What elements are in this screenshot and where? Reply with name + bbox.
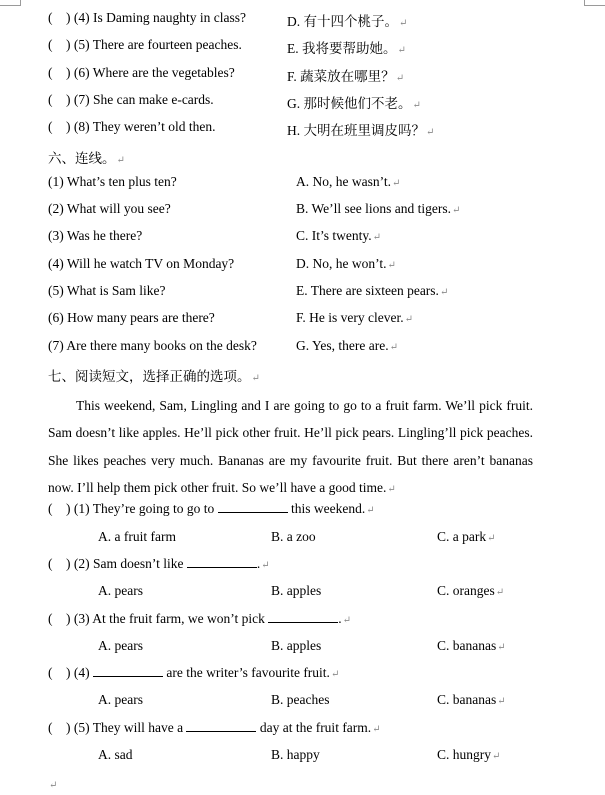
answer-blank <box>218 501 288 513</box>
reading-passage-text: This weekend, Sam, Lingling and I are going to go to a fruit farm. We’ll pick fruit. Sam doesn’t like apples. He’ll pick other fruit. He’ll pick pears. Lingling’ll pick peaches. She likes peaches very much. Bananas are my favourite fruit. But there aren’t bananas now. I’ll help them pick other fruit. So we’ll have a good time. <box>48 398 533 495</box>
question-text: ) (2) Sam doesn’t like <box>66 556 184 571</box>
reading-question <box>0 556 605 576</box>
connect-question: (3) Was he there? <box>48 228 143 243</box>
question-stem <box>66 501 375 517</box>
section7-heading <box>48 365 260 385</box>
paragraph-mark-icon: ↵ <box>404 314 414 325</box>
connect-answer-text: G. Yes, there are. <box>296 338 389 353</box>
matching-answer-text: G. 那时候他们不老。 <box>287 96 412 111</box>
paragraph-mark-icon: ↵ <box>399 18 408 29</box>
answer-blank <box>268 611 338 623</box>
page-corner-mark-left <box>0 0 21 6</box>
connect-question: (6) How many pears are there? <box>48 310 215 325</box>
connect-answer <box>296 310 413 326</box>
matching-answer-text: F. 蔬菜放在哪里？ <box>287 69 395 84</box>
matching-row <box>0 119 605 139</box>
connect-answer-text: D. No, he won’t. <box>296 256 387 271</box>
option-c-text: C. oranges <box>437 583 495 598</box>
paragraph-mark-icon: ↵ <box>395 73 405 84</box>
matching-question: ) (7) She can make e-cards. <box>66 92 214 107</box>
paragraph-mark-icon: ↵ <box>452 205 461 216</box>
paragraph-mark-icon: ↵ <box>387 483 396 495</box>
answer-paren: ( <box>48 720 53 735</box>
paragraph-mark-icon: ↵ <box>387 260 396 271</box>
paragraph-mark-icon: ↵ <box>372 232 382 243</box>
section-heading <box>0 147 605 167</box>
option-a: A. pears <box>98 692 143 707</box>
answer-paren: ( <box>48 501 53 516</box>
connect-answer-text: E. There are sixteen pears. <box>296 283 439 298</box>
connect-answer-text: B. We’ll see lions and tigers. <box>296 201 452 216</box>
reading-question <box>0 665 605 685</box>
question-text-end: are the writer’s favourite fruit. <box>166 665 330 680</box>
options-row <box>0 747 605 767</box>
connect-answer <box>296 256 396 272</box>
answer-paren: ( <box>48 37 53 52</box>
question-stem <box>66 720 381 736</box>
matching-question: ) (8) They weren’t old then. <box>66 119 216 134</box>
matching-answer <box>287 10 407 30</box>
connect-question: (5) What is Sam like? <box>48 283 166 298</box>
option-c <box>437 638 506 654</box>
option-c <box>437 583 504 599</box>
answer-paren: ( <box>48 10 53 25</box>
end-paragraph-mark <box>48 776 57 792</box>
matching-answer <box>287 92 421 112</box>
paragraph-mark-icon: ↵ <box>397 45 406 56</box>
connect-question: (4) Will he watch TV on Monday? <box>48 256 235 271</box>
connect-answer <box>296 283 448 299</box>
matching-row <box>0 10 605 30</box>
matching-answer <box>287 119 434 139</box>
options-row <box>0 692 605 712</box>
question-text: ) (4) <box>66 665 90 680</box>
matching-answer <box>287 65 404 85</box>
matching-answer <box>287 37 406 57</box>
matching-answer-text: H. 大明在班里调皮吗？ <box>287 123 425 138</box>
page-corner-mark-right <box>584 0 605 6</box>
paragraph-mark-icon: ↵ <box>412 100 421 111</box>
option-c-text: C. bananas <box>437 638 497 653</box>
paragraph-mark-icon: ↵ <box>342 615 351 626</box>
paragraph-mark-icon: ↵ <box>426 127 435 138</box>
paragraph-mark-icon: ↵ <box>372 724 381 735</box>
section7-heading-text: 七、阅读短文，选择正确的选项。 <box>48 369 251 384</box>
question-text: ) (3) At the fruit farm, we won’t pick <box>66 611 265 626</box>
connect-row <box>0 283 605 303</box>
connect-row <box>0 201 605 221</box>
question-text-end: . <box>256 556 261 571</box>
options-row <box>0 583 605 603</box>
option-b: B. apples <box>271 583 322 598</box>
matching-row <box>0 92 605 112</box>
question-text-end: day at the fruit farm. <box>259 720 372 735</box>
connect-answer-text: C. It’s twenty. <box>296 228 372 243</box>
answer-blank <box>186 720 256 732</box>
paragraph-mark-icon: ↵ <box>497 642 506 653</box>
paragraph-mark-icon: ↵ <box>497 696 506 707</box>
answer-paren: ( <box>48 665 53 680</box>
reading-question <box>0 611 605 631</box>
option-b: B. happy <box>271 747 320 762</box>
connect-row <box>0 338 605 358</box>
section6-heading-text: 六、连线。 <box>48 151 116 166</box>
reading-question <box>0 720 605 740</box>
connect-answer <box>296 338 398 354</box>
matching-question: ) (5) There are fourteen peaches. <box>66 37 242 52</box>
matching-answer-text: E. 我将要帮助她。 <box>287 41 397 56</box>
connect-question: (1) What’s ten plus ten? <box>48 174 177 189</box>
option-a: A. a fruit farm <box>98 529 176 544</box>
answer-paren: ( <box>48 611 53 626</box>
connect-answer-text: A. No, he wasn’t. <box>296 174 391 189</box>
answer-paren: ( <box>48 556 53 571</box>
matching-question: ) (6) Where are the vegetables? <box>66 65 235 80</box>
option-b: B. a zoo <box>271 529 316 544</box>
paragraph-mark-icon: ↵ <box>389 342 398 353</box>
paragraph-mark-icon: ↵ <box>330 669 340 680</box>
paragraph-mark-icon: ↵ <box>392 178 401 189</box>
option-a: A. sad <box>98 747 133 762</box>
option-b: B. peaches <box>271 692 330 707</box>
options-row <box>0 529 605 549</box>
matching-answer-text: D. 有十四个桃子。 <box>287 14 398 29</box>
options-row <box>0 638 605 658</box>
connect-row <box>0 228 605 248</box>
option-c-text: C. bananas <box>437 692 497 707</box>
question-text: ) (5) They will have a <box>66 720 184 735</box>
option-c <box>437 529 496 545</box>
connect-answer <box>296 201 460 217</box>
answer-paren: ( <box>48 92 53 107</box>
option-a: A. pears <box>98 638 143 653</box>
connect-row <box>0 174 605 194</box>
connect-row <box>0 256 605 276</box>
connect-answer <box>296 174 400 190</box>
connect-answer-text: F. He is very clever. <box>296 310 404 325</box>
paragraph-mark-icon: ↵ <box>116 155 125 166</box>
connect-row <box>0 310 605 330</box>
connect-question: (7) Are there many books on the desk? <box>48 338 257 353</box>
question-text-end: . <box>338 611 342 626</box>
option-c <box>437 692 506 708</box>
matching-row <box>0 65 605 85</box>
matching-row <box>0 37 605 57</box>
paragraph-mark-icon: ↵ <box>487 533 496 544</box>
question-text: ) (1) They’re going to go to <box>66 501 215 516</box>
paragraph-mark-icon: ↵ <box>49 780 58 791</box>
answer-paren: ( <box>48 65 53 80</box>
section-heading <box>0 365 605 385</box>
answer-blank <box>93 665 163 677</box>
option-c-text: C. a park <box>437 529 487 544</box>
paragraph-mark-icon: ↵ <box>366 505 375 516</box>
reading-passage <box>48 392 533 503</box>
question-stem <box>66 611 351 627</box>
answer-paren: ( <box>48 119 53 134</box>
option-a: A. pears <box>98 583 143 598</box>
paragraph-mark-icon: ↵ <box>495 587 505 598</box>
option-c <box>437 747 500 763</box>
matching-question: ) (4) Is Daming naughty in class? <box>66 10 246 25</box>
option-b: B. apples <box>271 638 322 653</box>
paragraph-mark-icon: ↵ <box>261 560 270 571</box>
option-c-text: C. hungry <box>437 747 491 762</box>
question-stem <box>66 665 339 681</box>
paragraph-mark-icon: ↵ <box>439 287 449 298</box>
question-stem <box>66 556 270 572</box>
answer-blank <box>187 556 257 568</box>
paragraph-mark-icon: ↵ <box>492 751 501 762</box>
section6-heading <box>48 147 125 167</box>
reading-question <box>0 501 605 521</box>
connect-answer <box>296 228 381 244</box>
question-text-end: this weekend. <box>290 501 366 516</box>
connect-question: (2) What will you see? <box>48 201 171 216</box>
paragraph-mark-icon: ↵ <box>251 373 260 384</box>
